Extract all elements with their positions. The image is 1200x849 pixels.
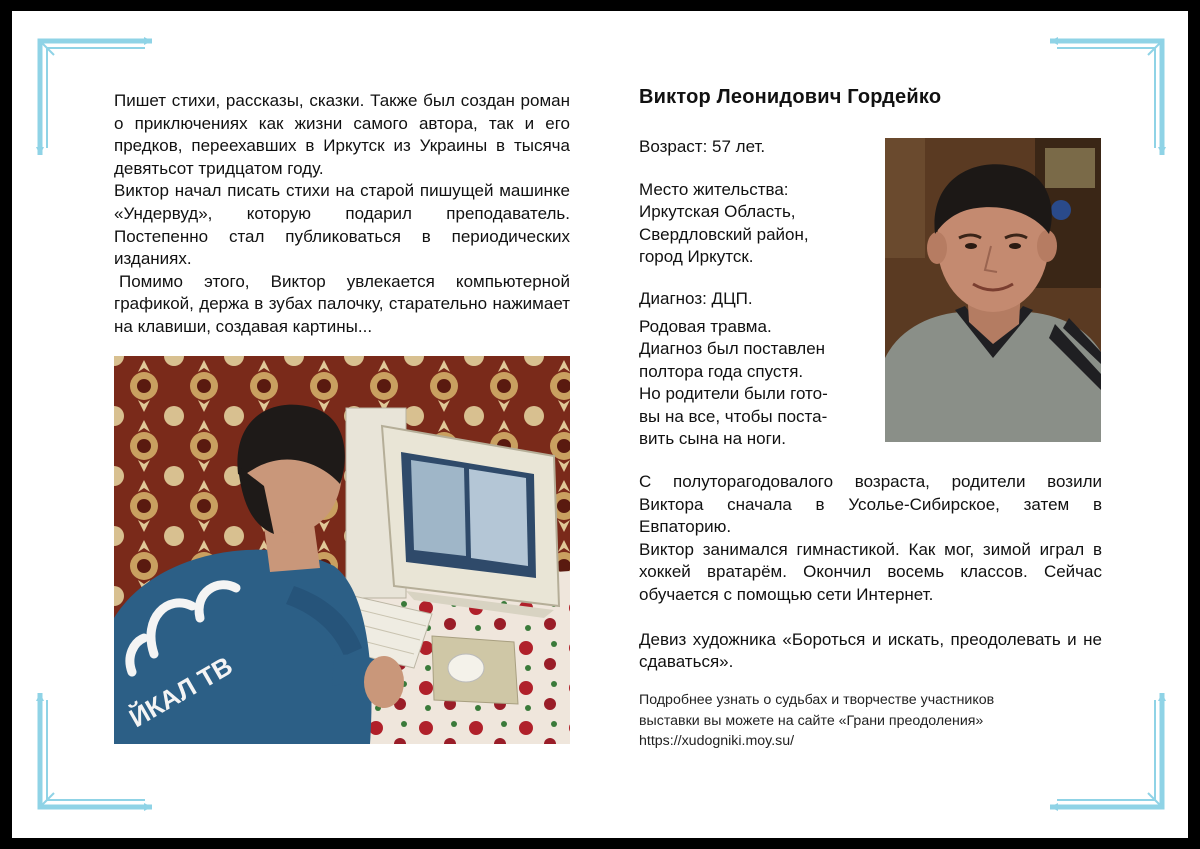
- bio-paragraph-1: С полуторагодовалого возраста, родители возили Виктора сначала в Усолье-Сибирское, затем в Евпаторию.: [639, 472, 1102, 537]
- diagnosis-text-line: полтора года спустя.: [639, 361, 804, 381]
- residence-district: Свердловский район,: [639, 224, 809, 244]
- photo-man-at-computer: [114, 356, 570, 744]
- diagnosis-description: [639, 316, 864, 450]
- footer-note: [639, 690, 1079, 752]
- left-paragraph-2: Виктор начал писать стихи на старой пишущей машинке «Ундервуд», которую подарил преподаватель. Постепенно стал публиковаться в периодических изданиях.: [114, 181, 570, 269]
- residence-city: город Иркутск.: [639, 247, 754, 267]
- left-column-text: [114, 90, 570, 339]
- diagnosis-line: Диагноз: ДЦП.: [639, 289, 753, 308]
- portrait-photo: [885, 138, 1101, 442]
- shirt-logo-text: ЙКАЛ ТВ: [124, 650, 238, 734]
- footer-line-1: Подробнее узнать о судьбах и творчестве участников: [639, 692, 995, 708]
- page: [12, 11, 1188, 838]
- bio-paragraph-2: Виктор занимался гимнастикой. Как мог, зимой играл в хоккей вратарём. Окончил восемь классов. Сейчас обучается с помощью сети Интернет.: [639, 539, 1102, 604]
- footer-line-2: выставки вы можете на сайте «Грани преодоления»: [639, 712, 984, 729]
- residence-region: Иркутская Область,: [639, 202, 796, 222]
- biography-text: [639, 471, 1102, 674]
- left-paragraph-1: Пишет стихи, рассказы, сказки. Также был создан роман о приключениях как жизни самого автора, так и его предков, переехавших в Иркутск из Украины в тысяча девятьсот тридцатом году.: [114, 91, 570, 178]
- diagnosis-text-line: Диагноз был поставлен: [639, 339, 826, 359]
- age-line: Возраст: 57 лет.: [639, 137, 766, 156]
- person-name: Виктор Леонидович Гордейко: [639, 86, 942, 108]
- residence-label: Место жительства:: [639, 180, 789, 199]
- footer-url: https://xudogniki.moy.su/: [639, 733, 795, 749]
- residence-block: [639, 179, 809, 269]
- left-paragraph-3: Помимо этого, Виктор увлекается компьютерной графикой, держа в зубах палочку, старательно нажимает на клавиши, создавая картины...: [114, 271, 570, 336]
- diagnosis-text-line: Но родители были гото-: [639, 384, 828, 404]
- diagnosis-text-line: Родовая травма.: [639, 317, 772, 336]
- motto-paragraph: Девиз художника «Бороться и искать, преодолевать и не сдаваться».: [639, 629, 1102, 672]
- diagnosis-text-line: вы на все, чтобы поста-: [639, 406, 828, 426]
- diagnosis-text-line: вить сына на ноги.: [639, 429, 787, 449]
